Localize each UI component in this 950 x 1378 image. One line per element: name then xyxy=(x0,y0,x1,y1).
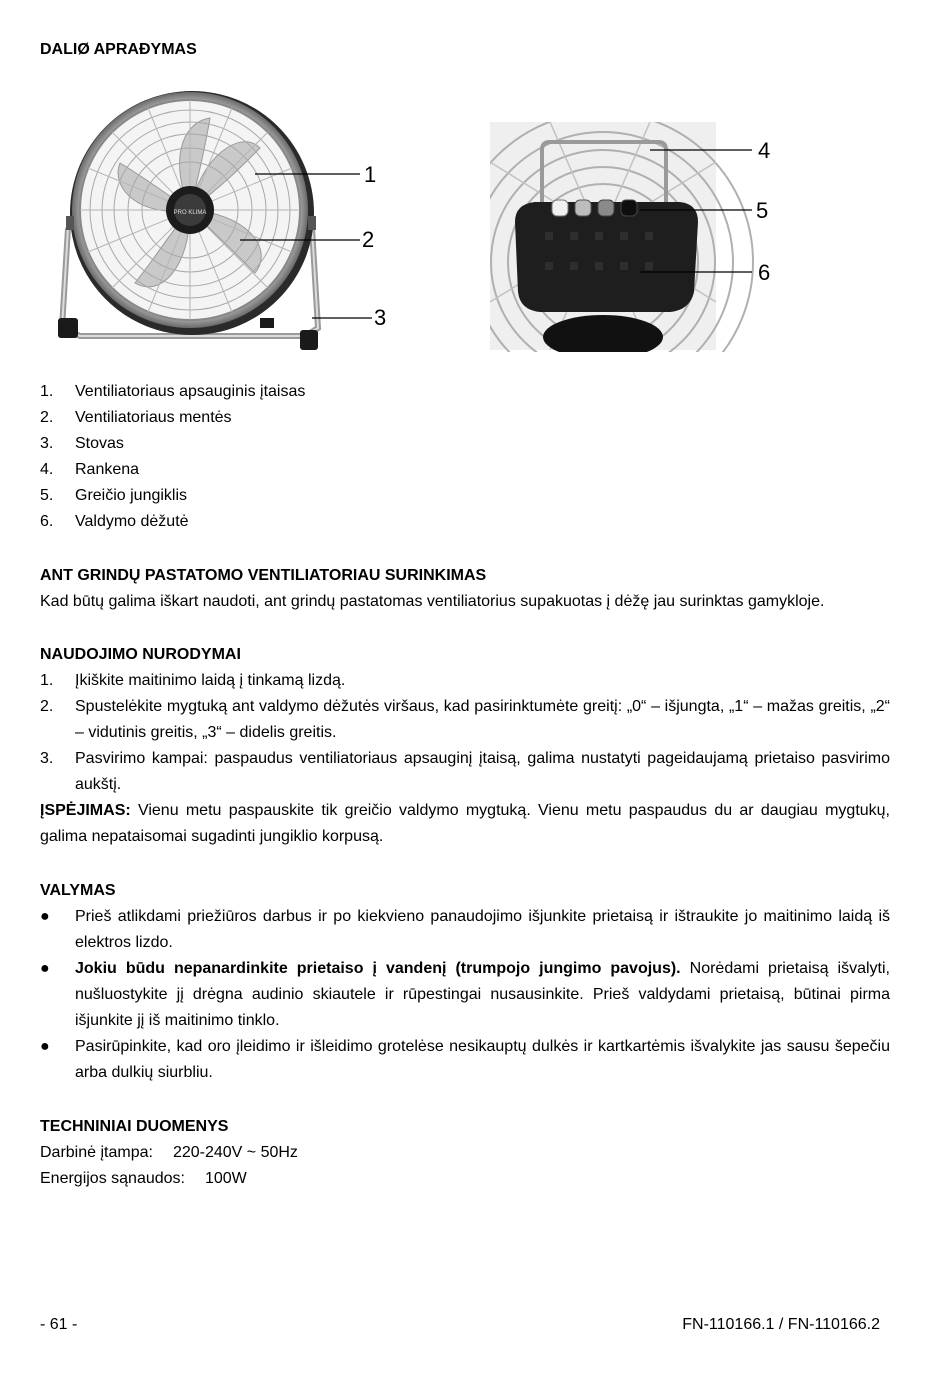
list-item: ● Jokiu būdu nepanardinkite prietaiso į vandenį (trumpojo jungimo pavojus). Norėdami prietaisą išvalyti, nušluostykite jį drėgna audinio skiautele ir rūpestingai nusausinkite. Prieš valdydami prietaisą, būtinai pirma išjunkite jį iš maitinimo tinklo. xyxy=(40,956,890,1034)
tech-title: TECHNINIAI DUOMENYS xyxy=(40,1118,229,1135)
callout-4: 4 xyxy=(758,138,771,163)
assembly-title: ANT GRINDŲ PASTATOMO VENTILIATORIAU SURINKIMAS xyxy=(40,567,487,584)
parts-list xyxy=(40,379,890,535)
warning-text: Vienu metu paspauskite tik greičio valdymo mygtuką. Vienu metu paspaudus du ar daugiau mygtukų, galima nepataisomai sugadinti jungiklio korpusą. xyxy=(40,802,890,845)
voltage-row: Darbinė įtampa: 220-240V ~ 50Hz xyxy=(40,1144,298,1161)
list-item: 1. Ventiliatoriaus apsauginis įtaisas xyxy=(40,383,306,400)
fan-front-image xyxy=(50,88,390,353)
bullet-icon: ● xyxy=(40,960,50,977)
usage-title: NAUDOJIMO NURODYMAI xyxy=(40,646,241,663)
list-item: 4. Rankena xyxy=(40,461,140,478)
cleaning-title: VALYMAS xyxy=(40,882,116,899)
usage-section xyxy=(40,642,890,850)
callout-1: 1 xyxy=(364,162,377,187)
list-item: 1. Įkiškite maitinimo laidą į tinkamą lizdą. xyxy=(40,672,346,689)
power-row: Energijos sąnaudos: 100W xyxy=(40,1170,247,1187)
list-item: ● Pasirūpinkite, kad oro įleidimo ir išleidimo grotelėse nesikauptų dulkės ir kartkartėmis išvalykite jas sausu šepečiu arba dulkių siurbliu. xyxy=(40,1034,890,1086)
callout-3: 3 xyxy=(374,305,387,330)
model-number: FN-110166.1 / FN-110166.2 xyxy=(682,1316,880,1333)
list-item: 3. Pasvirimo kampai: paspaudus ventiliatoriaus apsauginį įtaisą, galima nustatyti pageidaujamą prietaiso pasvirimo aukštį. xyxy=(40,750,890,793)
list-item: 5. Greičio jungiklis xyxy=(40,487,188,504)
brand-logo: PRO KLIMA xyxy=(173,210,207,216)
callout-5: 5 xyxy=(756,198,769,223)
cleaning-list xyxy=(40,904,890,1086)
assembly-section xyxy=(40,563,890,615)
usage-list xyxy=(40,668,890,798)
list-item: ● Prieš atlikdami priežiūros darbus ir po kiekvieno panaudojimo išjunkite prietaisą ir ištraukite jo maitinimo laidą iš elektros lizdo. xyxy=(40,904,890,956)
list-item: 2. Ventiliatoriaus mentės xyxy=(40,409,232,426)
cleaning-section xyxy=(40,878,890,1086)
callout-6: 6 xyxy=(758,260,771,285)
warning-paragraph xyxy=(40,798,890,850)
page-number: - 61 - xyxy=(40,1316,78,1333)
control-box-image xyxy=(490,122,780,352)
section-title-parts: DALIØ APRAĐYMAS xyxy=(40,41,197,58)
callout-2: 2 xyxy=(362,227,375,252)
list-item: 2. Spustelėkite mygtuką ant valdymo dėžutės viršaus, kad pasirinktumėte greitį: „0“ – išjungta, „1“ – mažas greitis, „2“ – vidutinis greitis, „3“ – didelis greitis. xyxy=(40,698,890,741)
tech-section xyxy=(40,1114,890,1192)
bullet-icon: ● xyxy=(40,908,50,925)
list-item: 3. Stovas xyxy=(40,435,124,452)
bullet-icon: ● xyxy=(40,1038,50,1055)
warning-label: ĮSPĖJIMAS: xyxy=(40,802,131,819)
list-item: 6. Valdymo dėžutė xyxy=(40,513,189,530)
assembly-text: Kad būtų galima iškart naudoti, ant grindų pastatomas ventiliatorius supakuotas į dėžę jau surinktas gamykloje. xyxy=(40,593,825,610)
